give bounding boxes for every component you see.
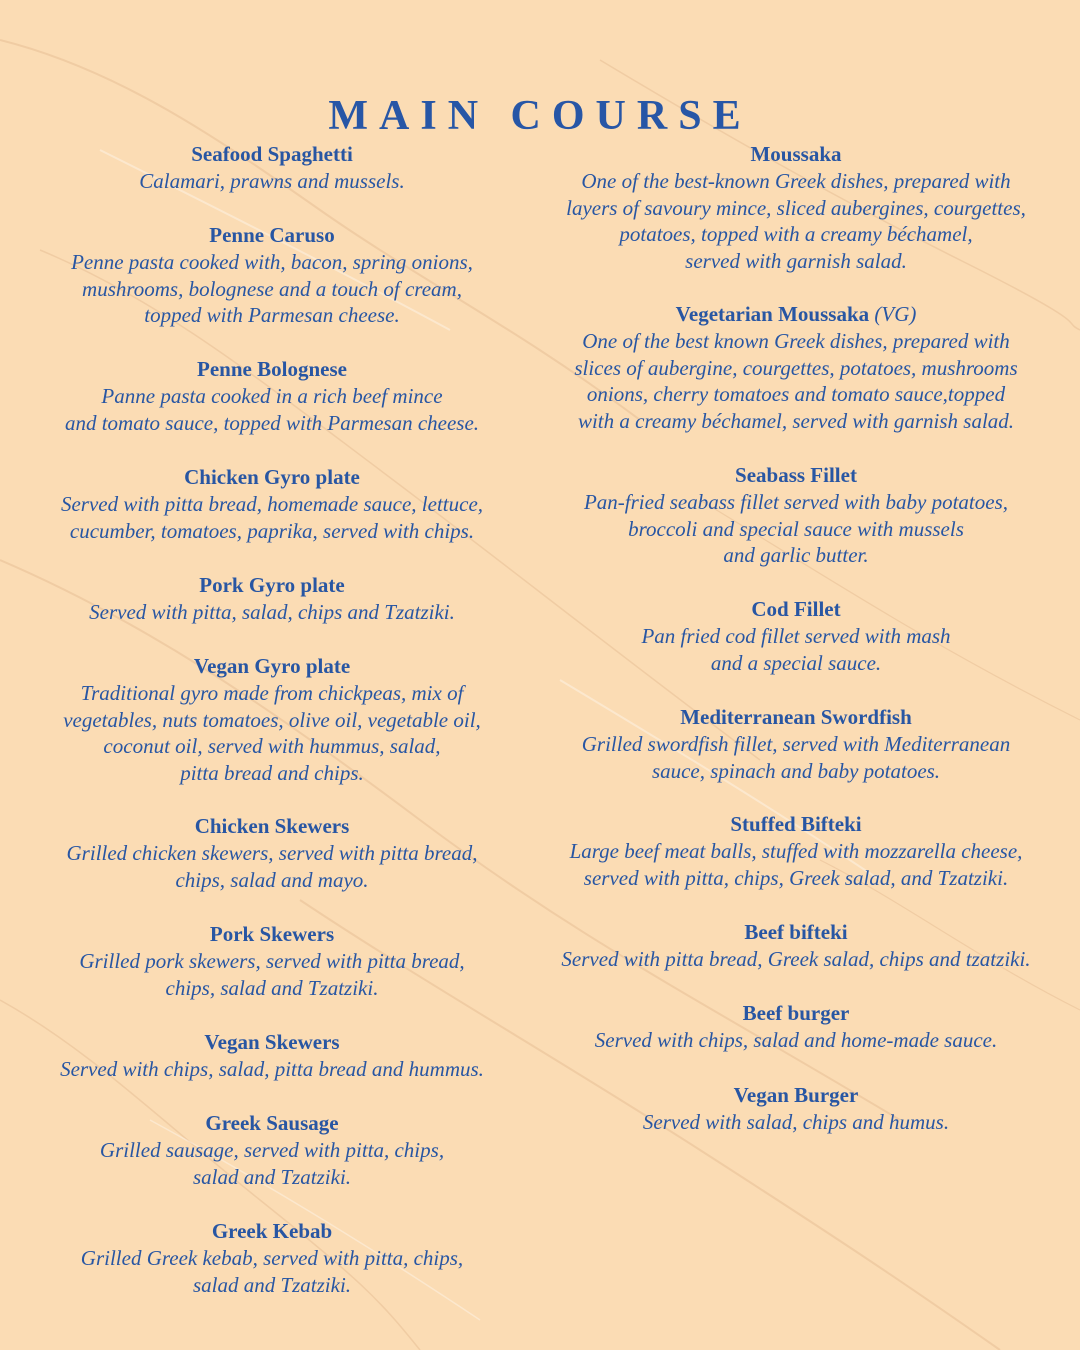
menu-item-description: Penne pasta cooked with, bacon, spring onions, mushrooms, bolognese and a touch of cream, topped with Parmesan cheese. xyxy=(71,249,473,328)
menu-item xyxy=(22,141,522,195)
menu-item-description: Grilled Greek kebab, served with pitta, chips, salad and Tzatziki. xyxy=(80,1245,464,1297)
menu-item xyxy=(22,921,522,1001)
menu-item-name: Stuffed Bifteki xyxy=(730,812,862,836)
menu-item xyxy=(546,704,1046,784)
menu-item xyxy=(22,1029,522,1083)
menu-item xyxy=(546,301,1046,435)
menu-item-description: Grilled sausage, served with pitta, chips, salad and Tzatziki. xyxy=(99,1137,445,1189)
menu-item-name: Chicken Skewers xyxy=(194,814,350,838)
vegetarian-tag: (VG) xyxy=(874,302,917,326)
menu-item-description: Served with chips, salad, pitta bread and hummus. xyxy=(60,1056,484,1081)
menu-item-description: Large beef meat balls, stuffed with mozzarella cheese, served with pitta, chips, Greek salad, and Tzatziki. xyxy=(569,838,1023,890)
menu-item-name: Greek Sausage xyxy=(205,1111,339,1135)
menu-item-description: Grilled chicken skewers, served with pitta bread, chips, salad and mayo. xyxy=(66,840,478,892)
menu-item xyxy=(546,811,1046,891)
menu-item xyxy=(22,572,522,626)
menu-item-name: Vegan Gyro plate xyxy=(193,654,351,678)
menu-item-name: Mediterranean Swordfish xyxy=(680,705,912,729)
menu-item-name: Greek Kebab xyxy=(211,1219,333,1243)
menu-item xyxy=(22,1218,522,1298)
menu-item-name: Moussaka xyxy=(750,142,842,166)
menu-item xyxy=(546,1000,1046,1054)
menu-item-name: Penne Caruso xyxy=(209,223,335,247)
menu-item-description: Calamari, prawns and mussels. xyxy=(139,168,405,193)
menu-item-description: One of the best known Greek dishes, prepared with slices of aubergine, courgettes, potatoes, mushrooms onions, cherry tomatoes and tomato sauce,topped with a creamy béchamel, served with garnish salad. xyxy=(574,328,1018,434)
menu-item xyxy=(22,464,522,544)
menu-item xyxy=(22,813,522,893)
menu-item-description: Panne pasta cooked in a rich beef mince and tomato sauce, topped with Parmesan cheese. xyxy=(64,383,480,435)
menu-item-name: Beef bifteki xyxy=(744,920,848,944)
menu-item xyxy=(546,462,1046,569)
menu-item-name: Chicken Gyro plate xyxy=(184,465,360,489)
menu-item-description: Served with pitta bread, homemade sauce, lettuce, cucumber, tomatoes, paprika, served with chips. xyxy=(60,491,484,543)
menu-item-name: Pork Gyro plate xyxy=(199,573,345,597)
menu-item-name: Penne Bolognese xyxy=(197,357,347,381)
menu-item-description: Traditional gyro made from chickpeas, mix of vegetables, nuts tomatoes, olive oil, vegetable oil, coconut oil, served with hummus, salad, pitta bread and chips. xyxy=(63,680,481,786)
menu-item-description: Grilled swordfish fillet, served with Mediterranean sauce, spinach and baby potatoes. xyxy=(581,731,1011,783)
menu-item xyxy=(22,222,522,329)
menu-item-description: Served with salad, chips and humus. xyxy=(642,1109,950,1134)
menu-item-description: Served with pitta bread, Greek salad, chips and tzatziki. xyxy=(561,946,1031,971)
menu-item xyxy=(546,919,1046,973)
menu-item-name: Vegan Burger xyxy=(733,1083,859,1107)
menu-item-description: Grilled pork skewers, served with pitta bread, chips, salad and Tzatziki. xyxy=(79,948,465,1000)
menu-item-description: One of the best-known Greek dishes, prepared with layers of savoury mince, sliced aubergines, courgettes, potatoes, topped with a creamy béchamel, served with garnish salad. xyxy=(566,168,1026,274)
menu-item-name: Vegan Skewers xyxy=(204,1030,340,1054)
page-title: MAIN COURSE xyxy=(328,93,752,139)
menu-item-name: Beef burger xyxy=(742,1001,850,1025)
menu-item-name: Seafood Spaghetti xyxy=(191,142,353,166)
menu-item xyxy=(22,356,522,436)
menu-item-description: Served with pitta, salad, chips and Tzatziki. xyxy=(89,599,455,624)
menu-item xyxy=(546,141,1046,275)
menu-item xyxy=(22,653,522,787)
menu-item-description: Pan-fried seabass fillet served with baby potatoes, broccoli and special sauce with mussels and garlic butter. xyxy=(583,489,1009,568)
menu-item xyxy=(546,1082,1046,1136)
menu-item-name: Seabass Fillet xyxy=(735,463,857,487)
menu-item-description: Served with chips, salad and home-made sauce. xyxy=(594,1027,998,1052)
menu-item xyxy=(546,596,1046,676)
menu-item xyxy=(22,1110,522,1190)
menu-item-name: Vegetarian Moussaka (VG) xyxy=(675,302,917,326)
menu-item-description: Pan fried cod fillet served with mash and a special sauce. xyxy=(641,623,951,675)
menu-item-name: Pork Skewers xyxy=(209,922,335,946)
menu-item-name: Cod Fillet xyxy=(751,597,841,621)
